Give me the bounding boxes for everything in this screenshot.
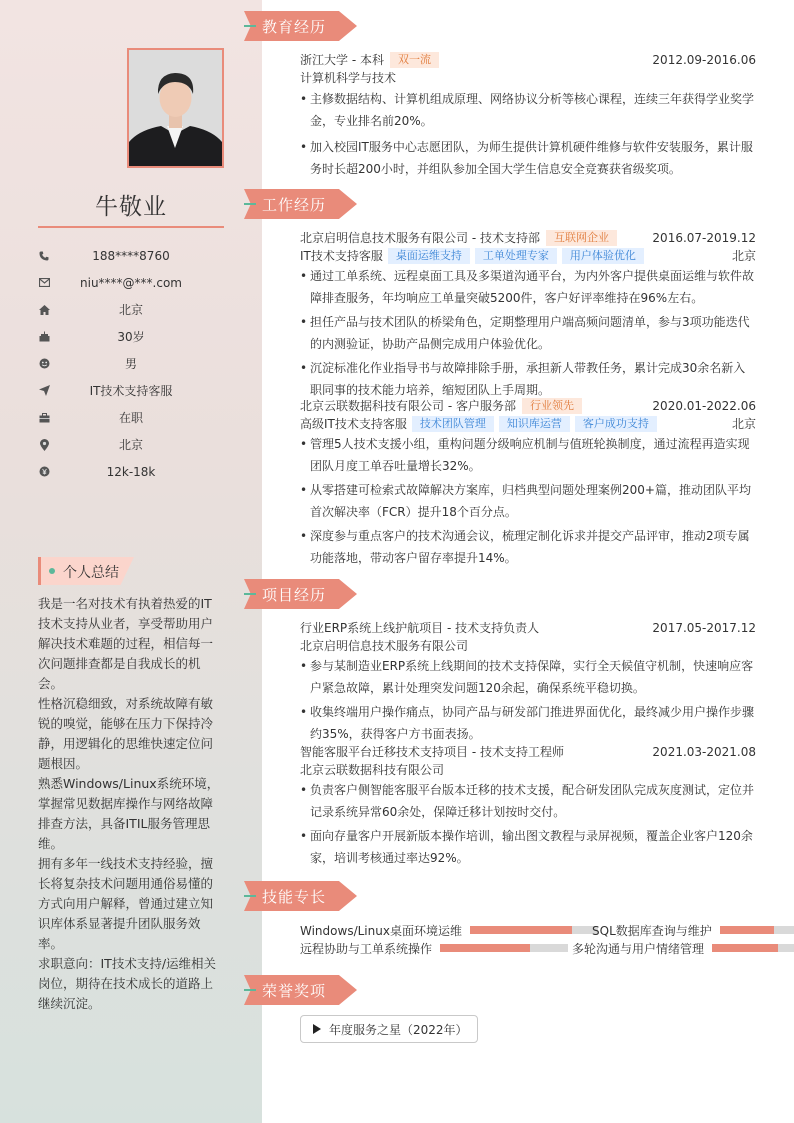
project-company: 北京云联数据科技有限公司 — [300, 763, 445, 777]
section-heading-education: 教育经历 — [244, 11, 357, 41]
personal-info-list — [38, 242, 224, 485]
skill-tag: 技术团队管理 — [412, 416, 494, 432]
education-bullet: • 加入校园IT服务中心志愿团队，为师生提供计算机硬件维修与软件安装服务，累计服务时长超200小时，并组队参加全国大学生信息安全竞赛获省级奖项。 — [300, 136, 756, 180]
company-tag: 互联网企业 — [546, 230, 617, 246]
skill-item — [300, 939, 568, 957]
avatar-photo — [127, 48, 224, 168]
skill-level-bar — [470, 926, 598, 934]
education-date: 2012.09-2016.06 — [652, 53, 756, 67]
skill-level-fill — [720, 926, 775, 934]
location-icon — [38, 439, 50, 451]
skill-name: 远程协助与工单系统操作 — [300, 941, 433, 956]
work-bullet: • 从零搭建可检索式故障解决方案库，归档典型问题处理案例200+篇，推动团队平均首次解决率（FCR）提升18个百分点。 — [300, 479, 756, 523]
project-name: 行业ERP系统上线护航项目 - 技术支持负责人 — [300, 621, 540, 635]
skill-item — [572, 939, 794, 957]
work-bullet: • 管理5人技术支援小组，重构问题分级响应机制与值班轮换制度，通过流程再造实现团队月度工单吞吐量增长32%。 — [300, 433, 756, 477]
education-bullet: • 主修数据结构、计算机组成原理、网络协议分析等核心课程，连续三年获得学业奖学金，专业排名前20%。 — [300, 88, 756, 132]
project-date: 2021.03-2021.08 — [652, 745, 756, 759]
info-position: IT技术支持客服 — [38, 377, 224, 404]
summary-paragraph: 熟悉Windows/Linux系统环境，掌握常见数据库操作与网络故障排查方法，具备ITIL服务管理思维。 — [38, 776, 220, 851]
skill-tag: 知识库运营 — [499, 416, 570, 432]
summary-paragraph: 我是一名对技术有执着热爱的IT技术支持从业者，享受帮助用户解决技术难题的过程，相信每一次问题排查都是自我成长的机会。 — [38, 596, 214, 691]
award-name: 年度服务之星（2022年） — [329, 1022, 468, 1037]
skill-name: 多轮沟通与用户情绪管理 — [572, 941, 705, 956]
work-city: 北京 — [731, 417, 756, 431]
summary-paragraph: 拥有多年一线技术支持经验，擅长将复杂技术问题用通俗易懂的方式向用户解释，曾通过建立知识库体系显著提升团队服务效率。 — [38, 856, 214, 951]
work-bullet: • 沉淀标准化作业指导书与故障排除手册，承担新人带教任务，累计完成30余名新入职同事的技术能力培养，缩短团队上手周期。 — [300, 357, 756, 401]
play-triangle-icon — [313, 1024, 321, 1034]
job-role: IT技术支持客服 — [300, 249, 383, 263]
skill-name: Windows/Linux桌面环境运维 — [300, 923, 462, 938]
section-heading-project: 项目经历 — [244, 579, 357, 609]
mail-icon — [38, 277, 50, 289]
project-entry — [300, 743, 756, 869]
briefcase-icon — [38, 412, 50, 424]
company-name: 北京云联数据科技有限公司 - 客户服务部 — [300, 399, 516, 413]
work-date: 2016.07-2019.12 — [652, 231, 756, 245]
work-city: 北京 — [731, 249, 756, 263]
section-heading-work: 工作经历 — [244, 189, 357, 219]
info-location: 北京 — [38, 431, 224, 458]
skill-level-fill — [712, 944, 778, 952]
work-entry — [300, 397, 756, 569]
section-heading-skills: 技能专长 — [244, 881, 357, 911]
home-icon — [38, 304, 50, 316]
project-name: 智能客服平台迁移技术支持项目 - 技术支持工程师 — [300, 745, 564, 759]
skill-tag: 客户成功支持 — [575, 416, 657, 432]
info-city: 北京 — [38, 296, 224, 323]
skill-tag: 工单处理专家 — [475, 248, 557, 264]
salary-icon — [38, 466, 50, 478]
skill-name: SQL数据库查询与维护 — [592, 923, 712, 938]
work-bullet: • 通过工单系统、远程桌面工具及多渠道沟通平台，为内外客户提供桌面运维与软件故障排查服务，年均响应工单量突破5200件，客户好评率维持在96%左右。 — [300, 265, 756, 309]
skill-level-fill — [440, 944, 530, 952]
work-bullet: • 深度参与重点客户的技术沟通会议，梳理定制化诉求并提交产品评审，推动2项专属功能落地，带动客户留存率提升14%。 — [300, 525, 756, 569]
skill-level-bar — [712, 944, 794, 952]
send-icon — [38, 385, 50, 397]
info-phone: 188****8760 — [38, 242, 224, 269]
skill-tag: 桌面运维支持 — [388, 248, 470, 264]
summary-text — [38, 594, 224, 1014]
skill-level-bar — [720, 926, 794, 934]
project-bullet: • 负责客户侧智能客服平台版本迁移的技术支援，配合研发团队完成灰度测试，定位并记录系统异常60余处，保障迁移计划按时交付。 — [300, 779, 756, 823]
school-name: 浙江大学 - 本科 — [300, 53, 384, 67]
work-date: 2020.01-2022.06 — [652, 399, 756, 413]
major: 计算机科学与技术 — [300, 71, 397, 85]
work-entry — [300, 229, 756, 401]
candidate-name: 牛敬业 — [95, 194, 167, 220]
phone-icon — [38, 250, 50, 262]
project-company: 北京启明信息技术服务有限公司 — [300, 639, 469, 653]
gender-icon — [38, 358, 50, 370]
school-tag: 双一流 — [390, 52, 439, 68]
info-age: 30岁 — [38, 323, 224, 350]
skill-level-bar — [440, 944, 568, 952]
skill-level-fill — [470, 926, 572, 934]
person-photo-icon — [129, 50, 222, 166]
bullet-dot-icon — [49, 568, 55, 574]
summary-paragraph: 求职意向：IT技术支持/运维相关岗位，期待在技术成长的道路上继续沉淀。 — [38, 956, 217, 1011]
info-gender: 男 — [38, 350, 224, 377]
skill-tag: 用户体验优化 — [562, 248, 644, 264]
info-salary: 12k-18k — [38, 458, 224, 485]
section-heading-awards: 荣誉奖项 — [244, 975, 357, 1005]
info-status: 在职 — [38, 404, 224, 431]
job-role: 高级IT技术支持客服 — [300, 417, 407, 431]
skill-item — [300, 921, 598, 939]
skill-item — [592, 921, 794, 939]
name-divider — [38, 226, 224, 228]
cake-icon — [38, 331, 50, 343]
project-entry — [300, 619, 756, 745]
project-bullet: • 面向存量客户开展新版本操作培训，输出图文教程与录屏视频，覆盖企业客户120余家，培训考核通过率达92%。 — [300, 825, 756, 869]
project-bullet: • 收集终端用户操作痛点，协同产品与研发部门推进界面优化，最终减少用户操作步骤约35%，获得客户方书面表扬。 — [300, 701, 756, 745]
award-item[interactable] — [300, 1015, 478, 1043]
project-bullet: • 参与某制造业ERP系统上线期间的技术支持保障，实行全天候值守机制，快速响应客户紧急故障，累计处理突发问题120余起，确保系统平稳切换。 — [300, 655, 756, 699]
education-entry — [300, 51, 756, 180]
work-bullet: • 担任产品与技术团队的桥梁角色，定期整理用户端高频问题清单，参与3项功能迭代的内测验证，协助产品侧完成用户体验优化。 — [300, 311, 756, 355]
info-email: niu****@***.com — [38, 269, 224, 296]
summary-paragraph: 性格沉稳细致，对系统故障有敏锐的嗅觉，能够在压力下保持冷静，用逻辑化的思维快速定位问题根因。 — [38, 696, 214, 771]
summary-heading: 个人总结 — [38, 557, 134, 585]
project-date: 2017.05-2017.12 — [652, 621, 756, 635]
company-tag: 行业领先 — [522, 398, 582, 414]
company-name: 北京启明信息技术服务有限公司 - 技术支持部 — [300, 231, 540, 245]
